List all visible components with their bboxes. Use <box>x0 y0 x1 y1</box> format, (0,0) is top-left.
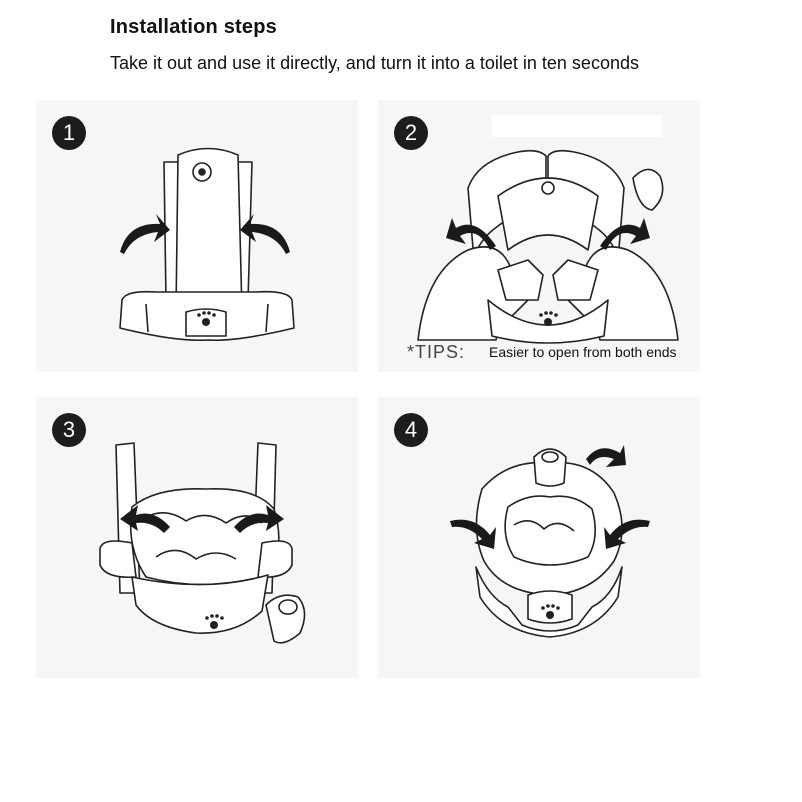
step-2-illustration <box>378 100 700 372</box>
page-subtitle: Take it out and use it directly, and turn it into a toilet in ten seconds <box>110 53 639 73</box>
step-4-panel <box>378 397 700 678</box>
step-2-number-badge: 2 <box>394 116 428 150</box>
step-2-panel <box>378 100 700 372</box>
tips-label: *TIPS: <box>407 342 466 362</box>
step-3-number-badge: 3 <box>52 413 86 447</box>
step-3-panel <box>36 397 358 678</box>
tips-text: Easier to open from both ends <box>489 344 677 360</box>
step-4-illustration <box>378 397 700 678</box>
step-4-number-badge: 4 <box>394 413 428 447</box>
page-title: Installation steps <box>110 16 277 38</box>
step-1-number-badge: 1 <box>52 116 86 150</box>
step-3-illustration <box>36 397 358 678</box>
step-1-panel <box>36 100 358 372</box>
step-1-illustration <box>36 100 358 372</box>
